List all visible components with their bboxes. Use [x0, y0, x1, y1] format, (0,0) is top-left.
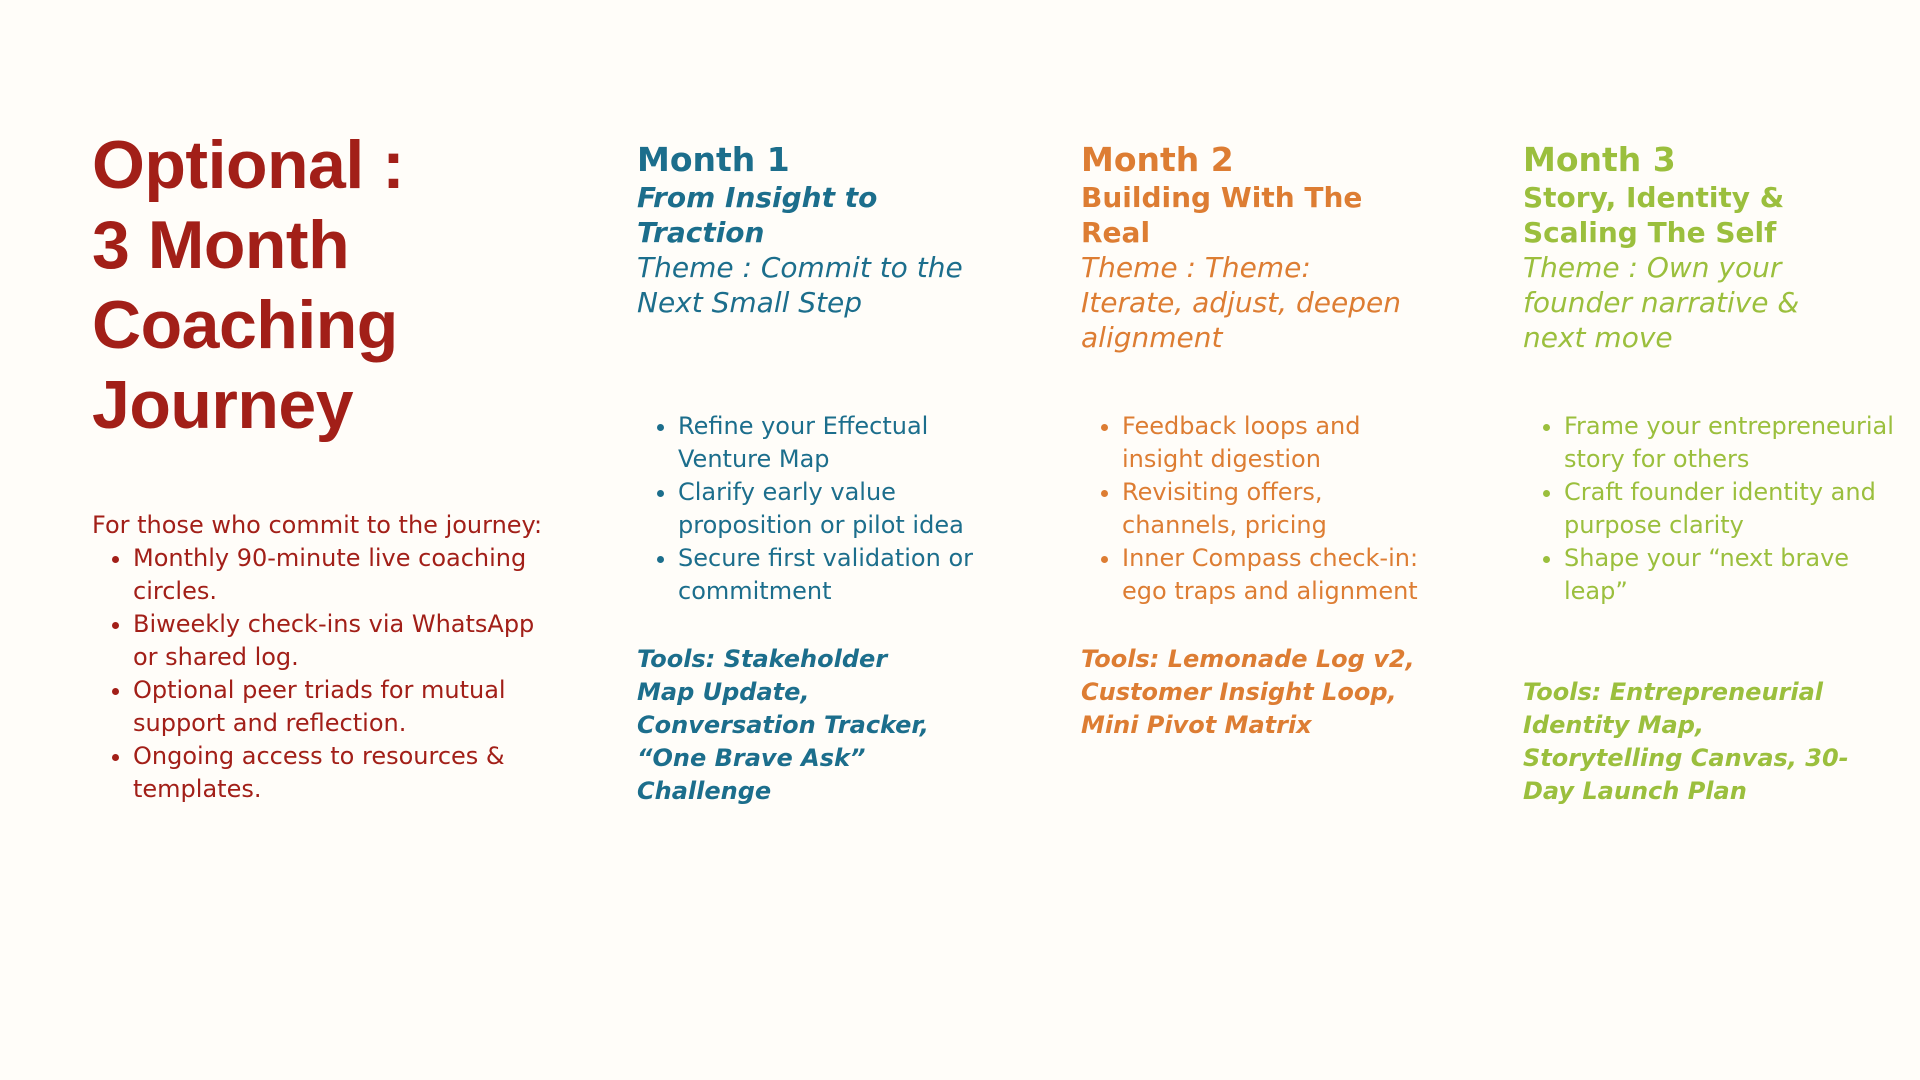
- month-2-theme: Theme : Theme: Iterate, adjust, deepen alignment: [1081, 251, 1401, 354]
- list-item: • Secure first validation or commitment: [678, 542, 988, 608]
- intro-item: • Monthly 90-minute live coaching circles.: [133, 542, 562, 608]
- list-item: • Inner Compass check-in: ego traps and alignment: [1122, 542, 1442, 608]
- list-item: • Revisiting offers, channels, pricing: [1122, 476, 1442, 542]
- intro-item: • Biweekly check-ins via WhatsApp or shared log.: [133, 608, 562, 674]
- title-line-1: Optional :: [92, 127, 405, 203]
- month-1-label: Month 1: [637, 140, 790, 179]
- title-line-2: 3 Month: [92, 207, 350, 283]
- month-3-list: [1523, 410, 1894, 608]
- month-1-tools: Tools: Stakeholder Map Update, Conversation Tracker, “One Brave Ask” Challenge: [637, 645, 929, 805]
- month-2-list: [1081, 410, 1442, 608]
- month-2-column: [1081, 140, 1426, 739]
- month-3-theme: Theme : Own your founder narrative & next move: [1523, 251, 1800, 354]
- intro-panel: [92, 125, 562, 806]
- intro-block: [92, 509, 562, 806]
- month-2-label: Month 2: [1081, 140, 1234, 179]
- page-title: [92, 125, 562, 445]
- list-item: • Craft founder identity and purpose clarity: [1564, 476, 1894, 542]
- month-3-tools: Tools: Entrepreneurial Identity Map, Storytelling Canvas, 30-Day Launch Plan: [1523, 678, 1849, 805]
- list-item: • Refine your Effectual Venture Map: [678, 410, 988, 476]
- month-1-theme: Theme : Commit to the Next Small Step: [637, 251, 963, 319]
- month-1-subtitle: From Insight to Traction: [637, 181, 878, 249]
- month-1-list: [637, 410, 988, 608]
- month-2-subtitle: Building With The Real: [1081, 181, 1363, 249]
- list-item: • Feedback loops and insight digestion: [1122, 410, 1442, 476]
- month-1-column: [637, 140, 982, 805]
- list-item: • Frame your entrepreneurial story for others: [1564, 410, 1894, 476]
- title-line-4: Journey: [92, 367, 354, 443]
- intro-item: • Ongoing access to resources & templates.: [133, 740, 562, 806]
- intro-list: [92, 542, 562, 806]
- list-item: • Shape your “next brave leap”: [1564, 542, 1894, 608]
- intro-item: • Optional peer triads for mutual support and reflection.: [133, 674, 562, 740]
- month-3-column: [1523, 140, 1894, 805]
- month-3-subtitle: Story, Identity & Scaling The Self: [1523, 181, 1785, 249]
- list-item: • Clarify early value proposition or pilot idea: [678, 476, 988, 542]
- month-2-tools: Tools: Lemonade Log v2, Customer Insight Loop, Mini Pivot Matrix: [1081, 645, 1415, 739]
- title-line-3: Coaching: [92, 287, 398, 363]
- month-3-label: Month 3: [1523, 140, 1676, 179]
- intro-text: For those who commit to the journey:: [92, 511, 543, 539]
